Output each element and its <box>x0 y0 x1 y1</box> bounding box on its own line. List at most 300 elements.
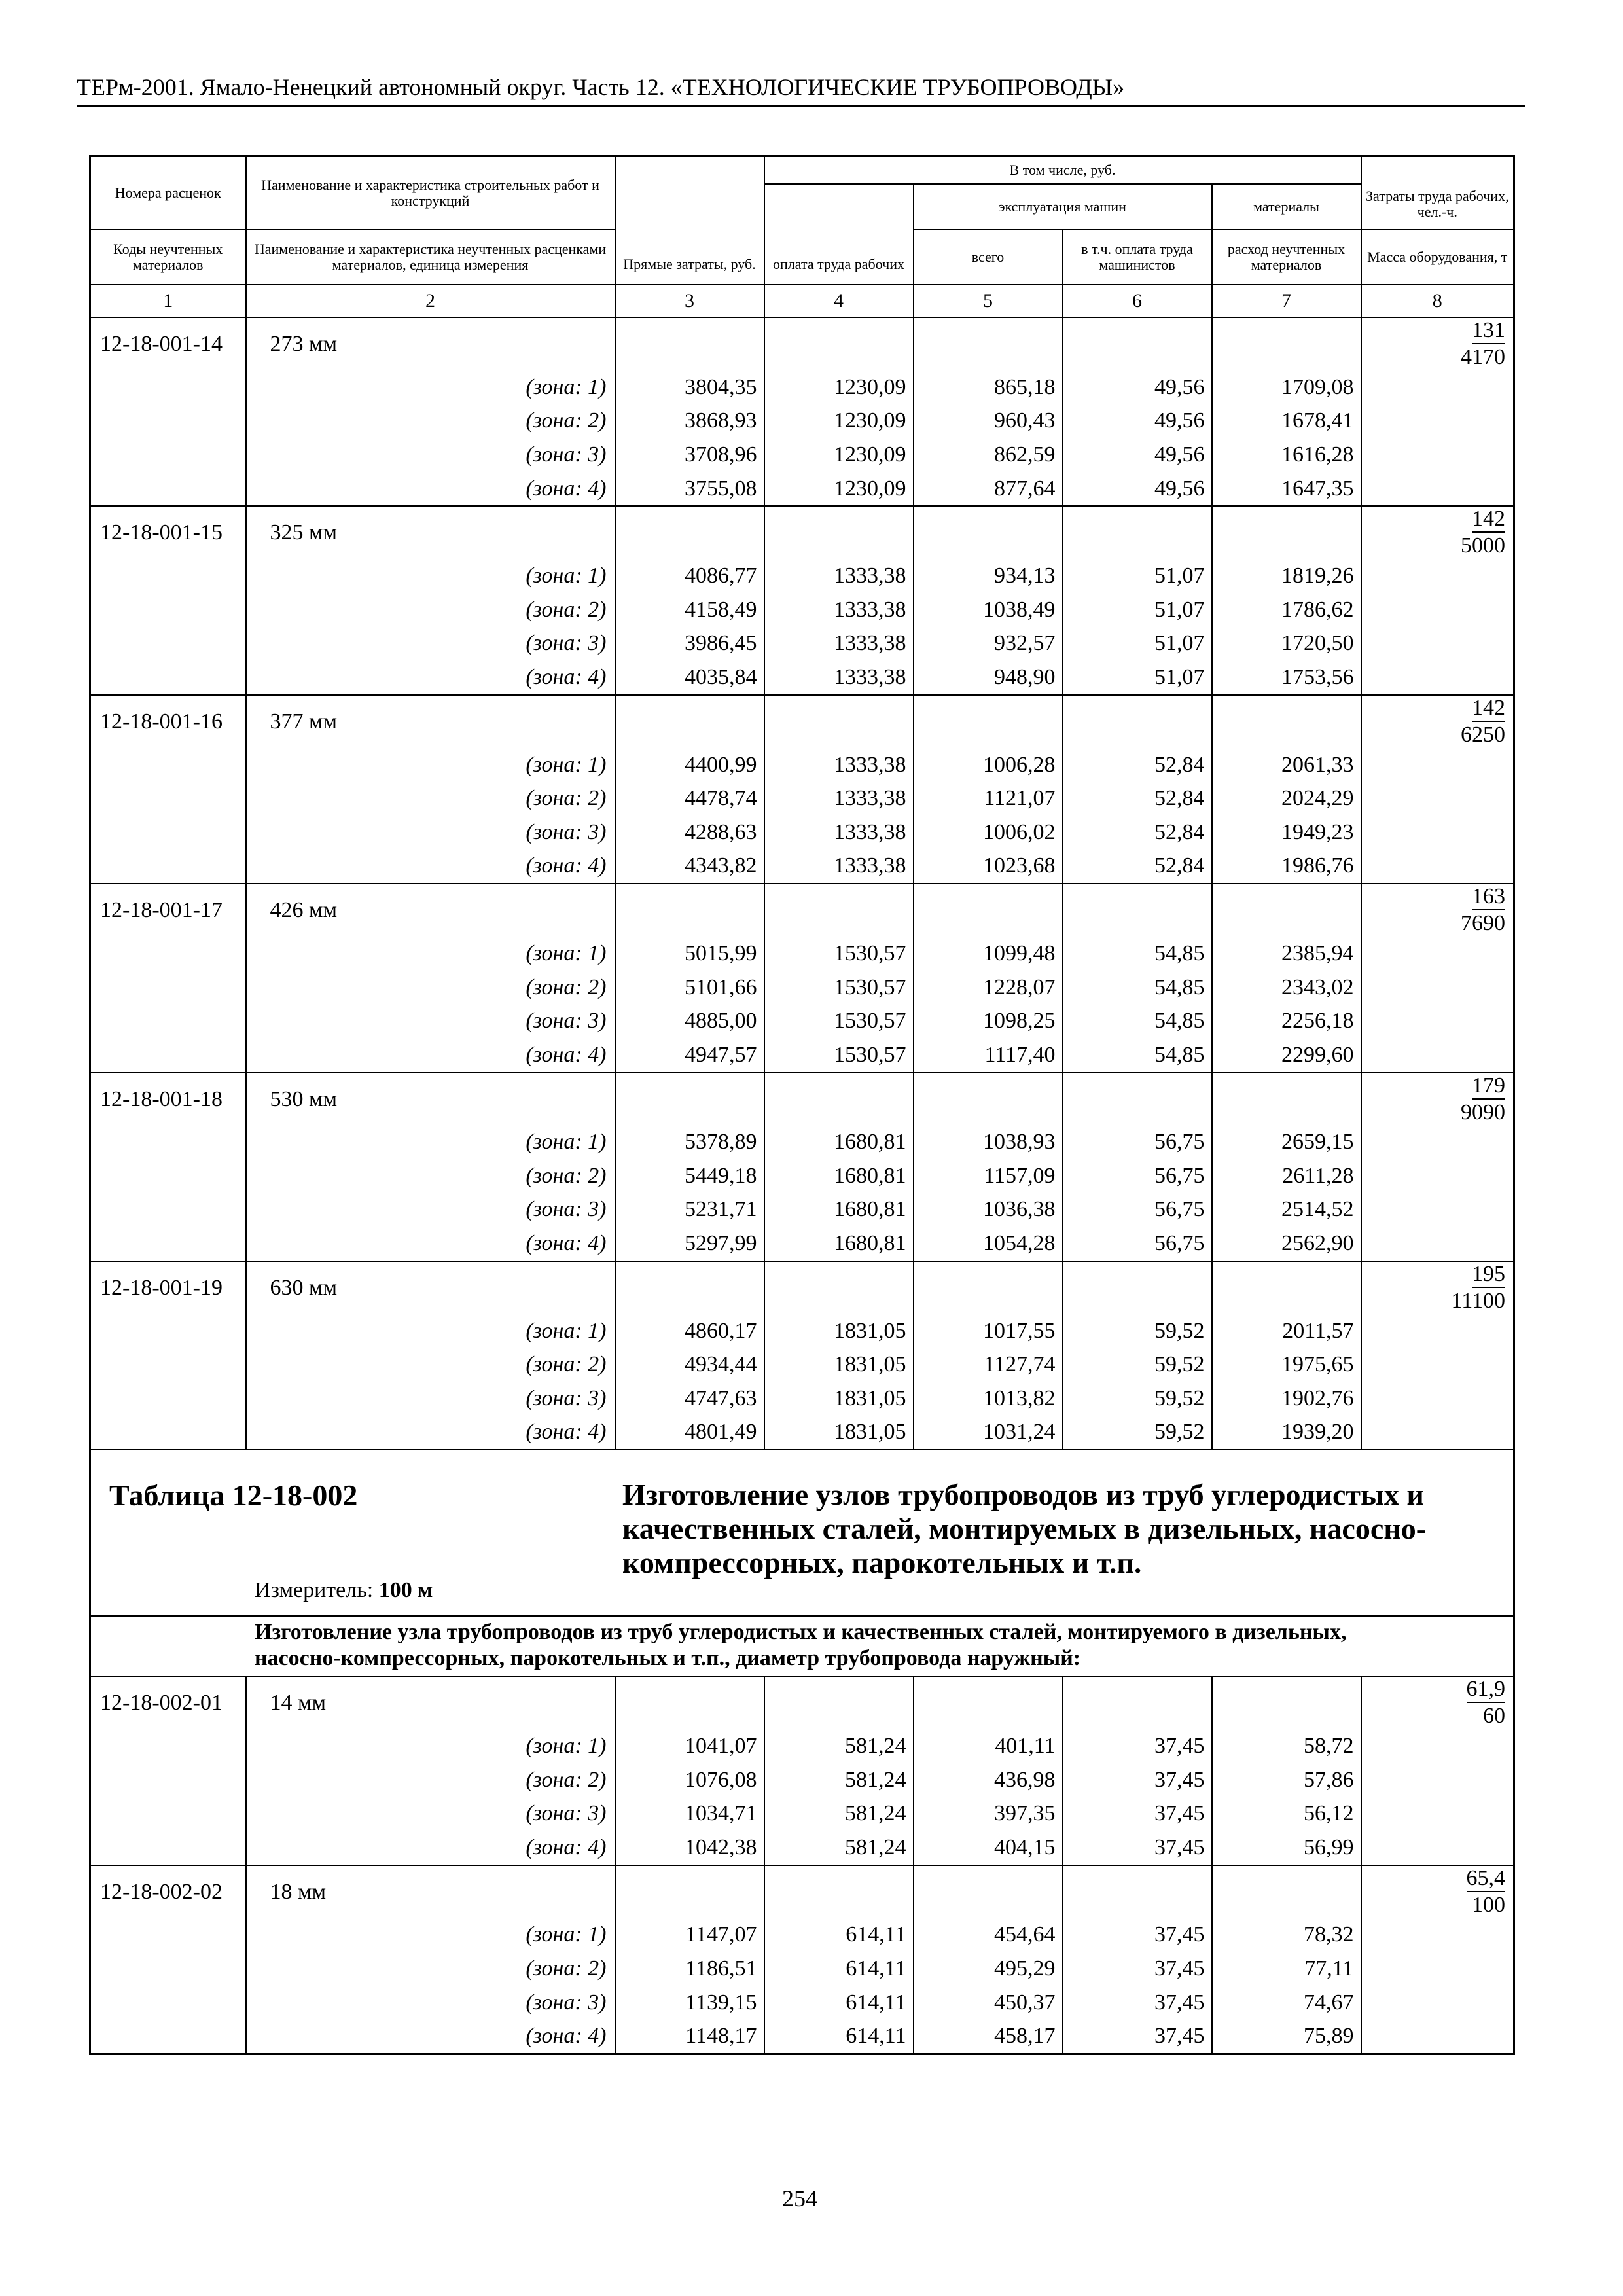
materials-value: 1616,28 <box>1212 438 1361 472</box>
labor-pay-value: 1333,38 <box>764 850 914 884</box>
operators-pay-value: 52,84 <box>1063 816 1212 850</box>
direct-costs-value: 4885,00 <box>615 1004 764 1038</box>
zone-row <box>90 1763 1514 1797</box>
direct-costs-value: 1076,08 <box>615 1763 764 1797</box>
zone-row <box>90 404 1514 439</box>
materials-value: 2611,28 <box>1212 1159 1361 1193</box>
rate-row <box>90 506 1514 559</box>
materials-value: 1678,41 <box>1212 404 1361 439</box>
materials-value: 78,32 <box>1212 1918 1361 1952</box>
rate-code: 12-18-001-19 <box>90 1261 246 1314</box>
operators-pay-value: 59,52 <box>1063 1382 1212 1416</box>
zone-label: (зона: 3) <box>246 1193 615 1227</box>
zone-label: (зона: 1) <box>246 1918 615 1952</box>
materials-value: 1786,62 <box>1212 593 1361 627</box>
col-number: 3 <box>615 285 764 317</box>
machines-total-value: 1117,40 <box>914 1038 1063 1073</box>
zone-label: (зона: 3) <box>246 1382 615 1416</box>
machines-total-value: 454,64 <box>914 1918 1063 1952</box>
zone-row <box>90 472 1514 507</box>
zone-row <box>90 1004 1514 1038</box>
labor-pay-value: 1831,05 <box>764 1314 914 1348</box>
page-number: 254 <box>782 2185 817 2212</box>
col-labor-pay: оплата труда рабочих <box>764 184 914 285</box>
materials-value: 2024,29 <box>1212 781 1361 816</box>
machines-total-value: 960,43 <box>914 404 1063 439</box>
equipment-mass-value: 7690 <box>1461 911 1506 936</box>
materials-value: 56,99 <box>1212 1831 1361 1865</box>
zone-row <box>90 816 1514 850</box>
labor-pay-value: 1680,81 <box>764 1193 914 1227</box>
direct-costs-value: 4158,49 <box>615 593 764 627</box>
zone-label: (зона: 2) <box>246 971 615 1005</box>
machines-total-value: 1006,02 <box>914 816 1063 850</box>
rate-row <box>90 1073 1514 1126</box>
rate-code: 12-18-002-01 <box>90 1676 246 1729</box>
rate-name: 530 мм <box>246 1073 615 1126</box>
machines-total-value: 1013,82 <box>914 1382 1063 1416</box>
zone-row <box>90 660 1514 695</box>
direct-costs-value: 4400,99 <box>615 748 764 782</box>
zone-label: (зона: 3) <box>246 816 615 850</box>
operators-pay-value: 37,45 <box>1063 1763 1212 1797</box>
materials-value: 2659,15 <box>1212 1126 1361 1160</box>
rate-code: 12-18-002-02 <box>90 1865 246 1918</box>
machines-total-value: 1157,09 <box>914 1159 1063 1193</box>
machines-total-value: 458,17 <box>914 2019 1063 2054</box>
labor-pay-value: 614,11 <box>764 1986 914 2020</box>
operators-pay-value: 51,07 <box>1063 660 1212 695</box>
zone-row <box>90 781 1514 816</box>
labor-pay-value: 581,24 <box>764 1729 914 1763</box>
labor-pay-value: 1230,09 <box>764 472 914 507</box>
zone-label: (зона: 3) <box>246 438 615 472</box>
rates-table <box>89 155 1515 2055</box>
machines-total-value: 450,37 <box>914 1986 1063 2020</box>
table-unit <box>255 1578 433 1603</box>
col-material-name: Наименование и характеристика неучтенных расценками материалов, единица измерения <box>246 230 615 285</box>
direct-costs-value: 3755,08 <box>615 472 764 507</box>
direct-costs-value: 1147,07 <box>615 1918 764 1952</box>
materials-value: 1819,26 <box>1212 559 1361 593</box>
header-row-1 <box>90 156 1514 185</box>
zone-row <box>90 1918 1514 1952</box>
labor-pay-value: 614,11 <box>764 1918 914 1952</box>
machines-total-value: 948,90 <box>914 660 1063 695</box>
equipment-mass-value: 100 <box>1472 1892 1506 1917</box>
materials-value: 2562,90 <box>1212 1227 1361 1261</box>
zone-row <box>90 748 1514 782</box>
direct-costs-value: 4934,44 <box>615 1348 764 1382</box>
col-rate-numbers: Номера расценок <box>90 156 246 230</box>
rate-row <box>90 884 1514 937</box>
zone-label: (зона: 2) <box>246 781 615 816</box>
operators-pay-value: 49,56 <box>1063 438 1212 472</box>
operators-pay-value: 51,07 <box>1063 593 1212 627</box>
zone-label: (зона: 3) <box>246 1797 615 1831</box>
rate-name: 325 мм <box>246 506 615 559</box>
labor-pay-value: 1230,09 <box>764 370 914 404</box>
materials-value: 1975,65 <box>1212 1348 1361 1382</box>
direct-costs-value: 1148,17 <box>615 2019 764 2054</box>
operators-pay-value: 49,56 <box>1063 370 1212 404</box>
operators-pay-value: 37,45 <box>1063 2019 1212 2054</box>
header-rule <box>77 105 1525 107</box>
equipment-mass-value: 9090 <box>1461 1100 1506 1124</box>
labor-costs-value: 195 <box>1472 1262 1505 1288</box>
table-heading: Изготовление узлов трубопроводов из труб углеродистых и качественных сталей, монтируемых в дизельных, насосно-компрессорных, парокотельных и т.п. <box>622 1478 1427 1580</box>
machines-total-value: 404,15 <box>914 1831 1063 1865</box>
zone-label: (зона: 3) <box>246 1004 615 1038</box>
col-number: 6 <box>1063 285 1212 317</box>
rate-code: 12-18-001-18 <box>90 1073 246 1126</box>
zone-label: (зона: 4) <box>246 660 615 695</box>
materials-value: 1949,23 <box>1212 816 1361 850</box>
rate-name: 630 мм <box>246 1261 615 1314</box>
materials-value: 1986,76 <box>1212 850 1361 884</box>
zone-row <box>90 850 1514 884</box>
direct-costs-value: 4035,84 <box>615 660 764 695</box>
zone-label: (зона: 4) <box>246 472 615 507</box>
direct-costs-value: 4478,74 <box>615 781 764 816</box>
operators-pay-value: 52,84 <box>1063 781 1212 816</box>
col-labor-costs: Затраты труда рабочих, чел.-ч. <box>1361 156 1514 230</box>
operators-pay-value: 59,52 <box>1063 1416 1212 1450</box>
equipment-mass-value: 5000 <box>1461 533 1506 558</box>
machines-total-value: 1098,25 <box>914 1004 1063 1038</box>
col-number: 4 <box>764 285 914 317</box>
zone-label: (зона: 1) <box>246 1126 615 1160</box>
zone-row <box>90 627 1514 661</box>
labor-costs-value: 142 <box>1472 507 1505 533</box>
rate-name: 377 мм <box>246 695 615 748</box>
operators-pay-value: 37,45 <box>1063 1952 1212 1986</box>
direct-costs-value: 5449,18 <box>615 1159 764 1193</box>
labor-pay-value: 1680,81 <box>764 1227 914 1261</box>
zone-row <box>90 593 1514 627</box>
operators-pay-value: 56,75 <box>1063 1227 1212 1261</box>
rate-code: 12-18-001-17 <box>90 884 246 937</box>
direct-costs-value: 5297,99 <box>615 1227 764 1261</box>
materials-value: 57,86 <box>1212 1763 1361 1797</box>
rate-code: 12-18-001-16 <box>90 695 246 748</box>
labor-pay-value: 1230,09 <box>764 404 914 439</box>
machines-total-value: 1099,48 <box>914 937 1063 971</box>
materials-value: 2385,94 <box>1212 937 1361 971</box>
operators-pay-value: 56,75 <box>1063 1159 1212 1193</box>
labor-pay-value: 1333,38 <box>764 660 914 695</box>
zone-row <box>90 1952 1514 1986</box>
zone-row <box>90 559 1514 593</box>
col-number: 2 <box>246 285 615 317</box>
materials-value: 74,67 <box>1212 1986 1361 2020</box>
labor-costs-value: 179 <box>1472 1073 1505 1100</box>
zone-label: (зона: 4) <box>246 1831 615 1865</box>
machines-total-value: 436,98 <box>914 1763 1063 1797</box>
labor-costs-value: 65,4 <box>1467 1866 1506 1892</box>
direct-costs-value: 4801,49 <box>615 1416 764 1450</box>
col-operators-pay: в т.ч. оплата труда машинистов <box>1063 230 1212 285</box>
operators-pay-value: 37,45 <box>1063 1729 1212 1763</box>
direct-costs-value: 4860,17 <box>615 1314 764 1348</box>
operators-pay-value: 49,56 <box>1063 404 1212 439</box>
zone-row <box>90 1038 1514 1073</box>
machines-total-value: 877,64 <box>914 472 1063 507</box>
operators-pay-value: 59,52 <box>1063 1314 1212 1348</box>
col-machines: эксплуатация машин <box>914 184 1212 230</box>
materials-value: 2011,57 <box>1212 1314 1361 1348</box>
col-materials-unaccounted: расход неучтенных материалов <box>1212 230 1361 285</box>
labor-pay-value: 1530,57 <box>764 971 914 1005</box>
direct-costs-value: 1139,15 <box>615 1986 764 2020</box>
zone-row <box>90 1382 1514 1416</box>
materials-value: 2061,33 <box>1212 748 1361 782</box>
machines-total-value: 1121,07 <box>914 781 1063 816</box>
operators-pay-value: 54,85 <box>1063 971 1212 1005</box>
rate-code: 12-18-001-14 <box>90 317 246 370</box>
zone-row <box>90 2019 1514 2054</box>
table-number: Таблица 12-18-002 <box>109 1479 358 1513</box>
direct-costs-value: 4343,82 <box>615 850 764 884</box>
direct-costs-value: 1042,38 <box>615 1831 764 1865</box>
machines-total-value: 1127,74 <box>914 1348 1063 1382</box>
rate-code: 12-18-001-15 <box>90 506 246 559</box>
unit-label: Измеритель: <box>255 1578 374 1603</box>
machines-total-value: 1038,49 <box>914 593 1063 627</box>
labor-mass-cell <box>1361 1073 1514 1126</box>
machines-total-value: 397,35 <box>914 1797 1063 1831</box>
labor-mass-cell <box>1361 1676 1514 1729</box>
col-number: 7 <box>1212 285 1361 317</box>
operators-pay-value: 54,85 <box>1063 1038 1212 1073</box>
direct-costs-value: 5231,71 <box>615 1193 764 1227</box>
zone-row <box>90 1193 1514 1227</box>
zone-row <box>90 937 1514 971</box>
machines-total-value: 1023,68 <box>914 850 1063 884</box>
materials-value: 2299,60 <box>1212 1038 1361 1073</box>
labor-pay-value: 614,11 <box>764 1952 914 1986</box>
zone-row <box>90 370 1514 404</box>
operators-pay-value: 37,45 <box>1063 1831 1212 1865</box>
rate-row <box>90 1261 1514 1314</box>
labor-pay-value: 581,24 <box>764 1763 914 1797</box>
materials-value: 2514,52 <box>1212 1193 1361 1227</box>
machines-total-value: 1017,55 <box>914 1314 1063 1348</box>
materials-value: 75,89 <box>1212 2019 1361 2054</box>
zone-label: (зона: 1) <box>246 1314 615 1348</box>
zone-label: (зона: 1) <box>246 937 615 971</box>
zone-label: (зона: 3) <box>246 1986 615 2020</box>
direct-costs-value: 1186,51 <box>615 1952 764 1986</box>
labor-mass-cell <box>1361 317 1514 370</box>
materials-value: 1753,56 <box>1212 660 1361 695</box>
rate-row <box>90 317 1514 370</box>
column-numbers-row <box>90 285 1514 317</box>
direct-costs-value: 1034,71 <box>615 1797 764 1831</box>
zone-label: (зона: 1) <box>246 1729 615 1763</box>
unit-value: 100 м <box>378 1578 433 1603</box>
direct-costs-value: 3708,96 <box>615 438 764 472</box>
table-subheading: Изготовление узла трубопроводов из труб углеродистых и качественных сталей, монтируемого в дизельных, насосно-компрессорных, парокотельных и т.п., диаметр трубопровода наружный: <box>255 1620 1347 1671</box>
zone-label: (зона: 4) <box>246 1227 615 1261</box>
equipment-mass-value: 6250 <box>1461 722 1506 747</box>
zone-row <box>90 1314 1514 1348</box>
direct-costs-value: 1041,07 <box>615 1729 764 1763</box>
zone-label: (зона: 2) <box>246 1159 615 1193</box>
direct-costs-value: 5378,89 <box>615 1126 764 1160</box>
machines-total-value: 1006,28 <box>914 748 1063 782</box>
labor-pay-value: 581,24 <box>764 1797 914 1831</box>
zone-row <box>90 971 1514 1005</box>
direct-costs-value: 5101,66 <box>615 971 764 1005</box>
equipment-mass-value: 4170 <box>1461 345 1506 369</box>
zone-label: (зона: 4) <box>246 1416 615 1450</box>
zone-label: (зона: 2) <box>246 1952 615 1986</box>
labor-pay-value: 581,24 <box>764 1831 914 1865</box>
labor-pay-value: 1530,57 <box>764 937 914 971</box>
direct-costs-value: 3868,93 <box>615 404 764 439</box>
operators-pay-value: 56,75 <box>1063 1193 1212 1227</box>
zone-row <box>90 1416 1514 1450</box>
operators-pay-value: 54,85 <box>1063 937 1212 971</box>
col-materials: материалы <box>1212 184 1361 230</box>
operators-pay-value: 52,84 <box>1063 748 1212 782</box>
machines-total-value: 1036,38 <box>914 1193 1063 1227</box>
direct-costs-value: 4288,63 <box>615 816 764 850</box>
zone-row <box>90 1126 1514 1160</box>
labor-mass-cell <box>1361 1261 1514 1314</box>
labor-pay-value: 1831,05 <box>764 1348 914 1382</box>
zone-label: (зона: 1) <box>246 559 615 593</box>
zone-row <box>90 1729 1514 1763</box>
zone-row <box>90 1797 1514 1831</box>
equipment-mass-value: 60 <box>1483 1704 1506 1729</box>
materials-value: 56,12 <box>1212 1797 1361 1831</box>
machines-total-value: 862,59 <box>914 438 1063 472</box>
zone-row <box>90 438 1514 472</box>
labor-pay-value: 1680,81 <box>764 1126 914 1160</box>
col-direct-costs: Прямые затраты, руб. <box>615 156 764 285</box>
labor-pay-value: 1680,81 <box>764 1159 914 1193</box>
machines-total-value: 1038,93 <box>914 1126 1063 1160</box>
machines-total-value: 1054,28 <box>914 1227 1063 1261</box>
rate-name: 426 мм <box>246 884 615 937</box>
operators-pay-value: 49,56 <box>1063 472 1212 507</box>
labor-pay-value: 1333,38 <box>764 748 914 782</box>
labor-pay-value: 1333,38 <box>764 816 914 850</box>
labor-pay-value: 1230,09 <box>764 438 914 472</box>
col-number: 5 <box>914 285 1063 317</box>
zone-label: (зона: 4) <box>246 1038 615 1073</box>
labor-mass-cell <box>1361 506 1514 559</box>
direct-costs-value: 3804,35 <box>615 370 764 404</box>
col-machines-total: всего <box>914 230 1063 285</box>
table-subheading-row <box>90 1616 1514 1676</box>
direct-costs-value: 4947,57 <box>615 1038 764 1073</box>
materials-value: 1647,35 <box>1212 472 1361 507</box>
labor-mass-cell <box>1361 884 1514 937</box>
zone-label: (зона: 2) <box>246 404 615 439</box>
materials-value: 1902,76 <box>1212 1382 1361 1416</box>
materials-value: 2256,18 <box>1212 1004 1361 1038</box>
materials-value: 58,72 <box>1212 1729 1361 1763</box>
rate-row <box>90 695 1514 748</box>
rates-table-container <box>89 155 1507 2055</box>
machines-total-value: 934,13 <box>914 559 1063 593</box>
labor-costs-value: 61,9 <box>1467 1677 1506 1703</box>
operators-pay-value: 52,84 <box>1063 850 1212 884</box>
col-equipment-mass: Масса оборудования, т <box>1361 230 1514 285</box>
machines-total-value: 401,11 <box>914 1729 1063 1763</box>
machines-total-value: 495,29 <box>914 1952 1063 1986</box>
zone-row <box>90 1348 1514 1382</box>
labor-pay-value: 614,11 <box>764 2019 914 2054</box>
zone-label: (зона: 2) <box>246 1348 615 1382</box>
rate-row <box>90 1865 1514 1918</box>
operators-pay-value: 37,45 <box>1063 1797 1212 1831</box>
machines-total-value: 1031,24 <box>914 1416 1063 1450</box>
rate-name: 273 мм <box>246 317 615 370</box>
labor-pay-value: 1333,38 <box>764 781 914 816</box>
col-material-codes: Коды неучтенных материалов <box>90 230 246 285</box>
zone-row <box>90 1831 1514 1865</box>
zone-label: (зона: 2) <box>246 1763 615 1797</box>
operators-pay-value: 54,85 <box>1063 1004 1212 1038</box>
operators-pay-value: 37,45 <box>1063 1918 1212 1952</box>
operators-pay-value: 51,07 <box>1063 627 1212 661</box>
materials-value: 2343,02 <box>1212 971 1361 1005</box>
machines-total-value: 1228,07 <box>914 971 1063 1005</box>
operators-pay-value: 37,45 <box>1063 1986 1212 2020</box>
zone-label: (зона: 3) <box>246 627 615 661</box>
direct-costs-value: 4747,63 <box>615 1382 764 1416</box>
labor-costs-value: 142 <box>1472 696 1505 722</box>
col-number: 8 <box>1361 285 1514 317</box>
operators-pay-value: 51,07 <box>1063 559 1212 593</box>
zone-row <box>90 1227 1514 1261</box>
zone-label: (зона: 2) <box>246 593 615 627</box>
zone-row <box>90 1986 1514 2020</box>
labor-costs-value: 131 <box>1472 318 1505 344</box>
labor-pay-value: 1831,05 <box>764 1416 914 1450</box>
zone-label: (зона: 1) <box>246 748 615 782</box>
labor-mass-cell <box>1361 1865 1514 1918</box>
labor-pay-value: 1333,38 <box>764 559 914 593</box>
machines-total-value: 932,57 <box>914 627 1063 661</box>
running-title: ТЕРм-2001. Ямало-Ненецкий автономный округ. Часть 12. «ТЕХНОЛОГИЧЕСКИЕ ТРУБОПРОВОДЫ» <box>77 74 1125 100</box>
labor-pay-value: 1530,57 <box>764 1038 914 1073</box>
labor-pay-value: 1333,38 <box>764 593 914 627</box>
operators-pay-value: 59,52 <box>1063 1348 1212 1382</box>
zone-label: (зона: 4) <box>246 850 615 884</box>
rate-name: 14 мм <box>246 1676 615 1729</box>
materials-value: 1939,20 <box>1212 1416 1361 1450</box>
zone-label: (зона: 1) <box>246 370 615 404</box>
labor-pay-value: 1530,57 <box>764 1004 914 1038</box>
col-including: В том числе, руб. <box>764 156 1361 185</box>
zone-label: (зона: 4) <box>246 2019 615 2054</box>
rate-row <box>90 1676 1514 1729</box>
direct-costs-value: 5015,99 <box>615 937 764 971</box>
rate-name: 18 мм <box>246 1865 615 1918</box>
labor-mass-cell <box>1361 695 1514 748</box>
col-name: Наименование и характеристика строительных работ и конструкций <box>246 156 615 230</box>
equipment-mass-value: 11100 <box>1451 1288 1506 1313</box>
labor-pay-value: 1333,38 <box>764 627 914 661</box>
zone-row <box>90 1159 1514 1193</box>
operators-pay-value: 56,75 <box>1063 1126 1212 1160</box>
col-number: 1 <box>90 285 246 317</box>
